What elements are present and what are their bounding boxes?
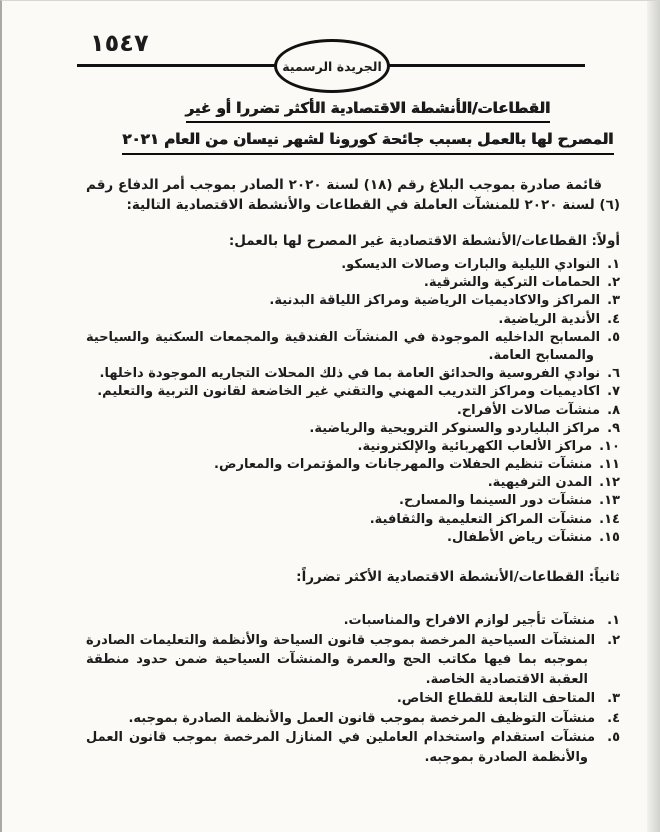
item-number: ١٢. (599, 475, 620, 491)
list-item (86, 402, 620, 420)
title-line-2: المصرح لها بالعمل بسبب جائحة كورونا لشهر نيسان من العام ٢٠٢١ (122, 128, 613, 154)
item-number: ٧. (607, 384, 620, 400)
list-item (86, 474, 620, 492)
page-number: ١٥٤٧ (90, 29, 149, 57)
item-number: ٤. (607, 311, 620, 327)
item-text: الحمامات التركية والشرقية. (423, 275, 601, 291)
list-item (86, 689, 620, 709)
list-item (86, 438, 620, 456)
item-text: المسابح الداخليه الموجودة في المنشآت الفندقية والمجمعات السكنية والسياحية والمسابح العامة. (86, 329, 601, 363)
item-text: المراكز والاكاديميات الرياضية ومراكز اللياقة البدنية. (269, 293, 601, 309)
item-text: منشآت تأجير لوازم الافراح والمناسبات. (343, 613, 596, 628)
item-number: ٢. (607, 275, 620, 291)
list-item (86, 492, 620, 510)
item-number: ٣. (607, 293, 620, 309)
item-number: ٥. (607, 730, 620, 745)
list-item (86, 329, 620, 365)
item-number: ١. (607, 257, 620, 272)
list-item (86, 365, 620, 383)
list-item (86, 456, 620, 474)
item-number: ٥. (607, 329, 620, 345)
scan-edge-shadow (647, 1, 660, 832)
item-number: ٣. (607, 691, 620, 706)
item-number: ١٤. (599, 511, 620, 527)
item-number: ٩. (607, 420, 620, 436)
item-number: ١٠. (599, 438, 620, 454)
list-item (86, 311, 620, 329)
stamp-label: الجريدة الرسمية (282, 58, 382, 74)
gazette-oval-stamp (274, 39, 390, 93)
list-item (86, 256, 620, 274)
item-text: منشآت دور السينما والمسارح. (399, 493, 593, 509)
list-item (86, 631, 620, 690)
item-number: ١١. (599, 457, 620, 473)
section2-heading: ثانياً: القطاعات/الأنشطة الاقتصادية الأكثر تضرراً: (296, 569, 620, 585)
item-text: منشآت صالات الأفراح. (456, 402, 601, 418)
item-text: المنشآت السياحية المرخصة بموجب قانون السياحة والأنظمة والتعليمات الصادرة بموجبه بما فيها مكاتب الحج والعمرة والمنشآت السياحية ضمن حدود منطقة العقبة الاقتصادية الخاصة. (86, 632, 596, 687)
list-item (86, 383, 620, 401)
list-item (86, 511, 620, 529)
list-item (86, 709, 620, 729)
section1-list (86, 256, 620, 547)
item-number: ٤. (607, 710, 620, 726)
item-text: الأندية الرياضية. (498, 311, 601, 327)
item-number: ٦. (607, 366, 620, 382)
item-text: اكاديميات ومراكز التدريب المهني والتقني غير الخاضعة لقانون التربية والتعليم. (97, 384, 601, 400)
intro-paragraph: قائمة صادرة بموجب البلاغ رقم (١٨) لسنة ٢٠٢٠ الصادر بموجب أمر الدفاع رقم (٦) لسنة ٢٠٢٠ للمنشآت العاملة في القطاعات والأنشطة الاقتصادية التالية: (86, 176, 620, 213)
document-title (86, 96, 620, 159)
item-text: مراكز البلياردو والسنوكر الترويحية والرياضية. (309, 420, 601, 436)
list-item (86, 292, 620, 310)
document-body (86, 96, 620, 767)
item-text: منشآت المراكز التعليمية والثقافية. (369, 511, 593, 527)
item-text: منشآت تنظيم الحفلات والمهرجانات والمؤتمرات والمعارض. (214, 457, 593, 473)
item-text: منشآت التوظيف المرخصة بموجب قانون العمل والأنظمة الصادرة بموجبه. (128, 710, 596, 726)
item-text: المدن الترفيهية. (487, 475, 593, 491)
title-line-1: القطاعات/الأنشطة الاقتصادية الأكثر تضررا أو غير (186, 97, 551, 123)
list-item (86, 274, 620, 292)
list-item (86, 728, 620, 767)
item-text: مراكز الألعاب الكهربائية والإلكترونية. (357, 438, 593, 454)
item-number: ٨. (607, 402, 620, 418)
list-item (86, 420, 620, 438)
item-number: ٢. (607, 632, 620, 648)
item-text: منشآت استقدام واستخدام العاملين في المنازل المرخصة بموجب قانون العمل والأنظمة الصادرة بموجبه. (86, 730, 596, 765)
item-text: نوادي الفروسية والحدائق العامة بما في ذلك المحلات التجاريه الموجودة داخلها. (99, 366, 601, 382)
list-item (86, 529, 620, 547)
item-text: المتاحف التابعة للقطاع الخاص. (396, 691, 596, 706)
section1-heading: أولاً: القطاعات/الأنشطة الاقتصادية غير المصرح لها بالعمل: (228, 233, 620, 249)
item-text: منشآت رياض الأطفال. (447, 529, 593, 545)
item-number: ١٣. (599, 493, 620, 509)
section2-list (86, 611, 620, 767)
item-text: النوادي الليلية والبارات وصالات الديسكو. (341, 257, 601, 272)
item-number: ١. (607, 613, 620, 628)
item-number: ١٥. (599, 529, 620, 545)
list-item (86, 611, 620, 631)
